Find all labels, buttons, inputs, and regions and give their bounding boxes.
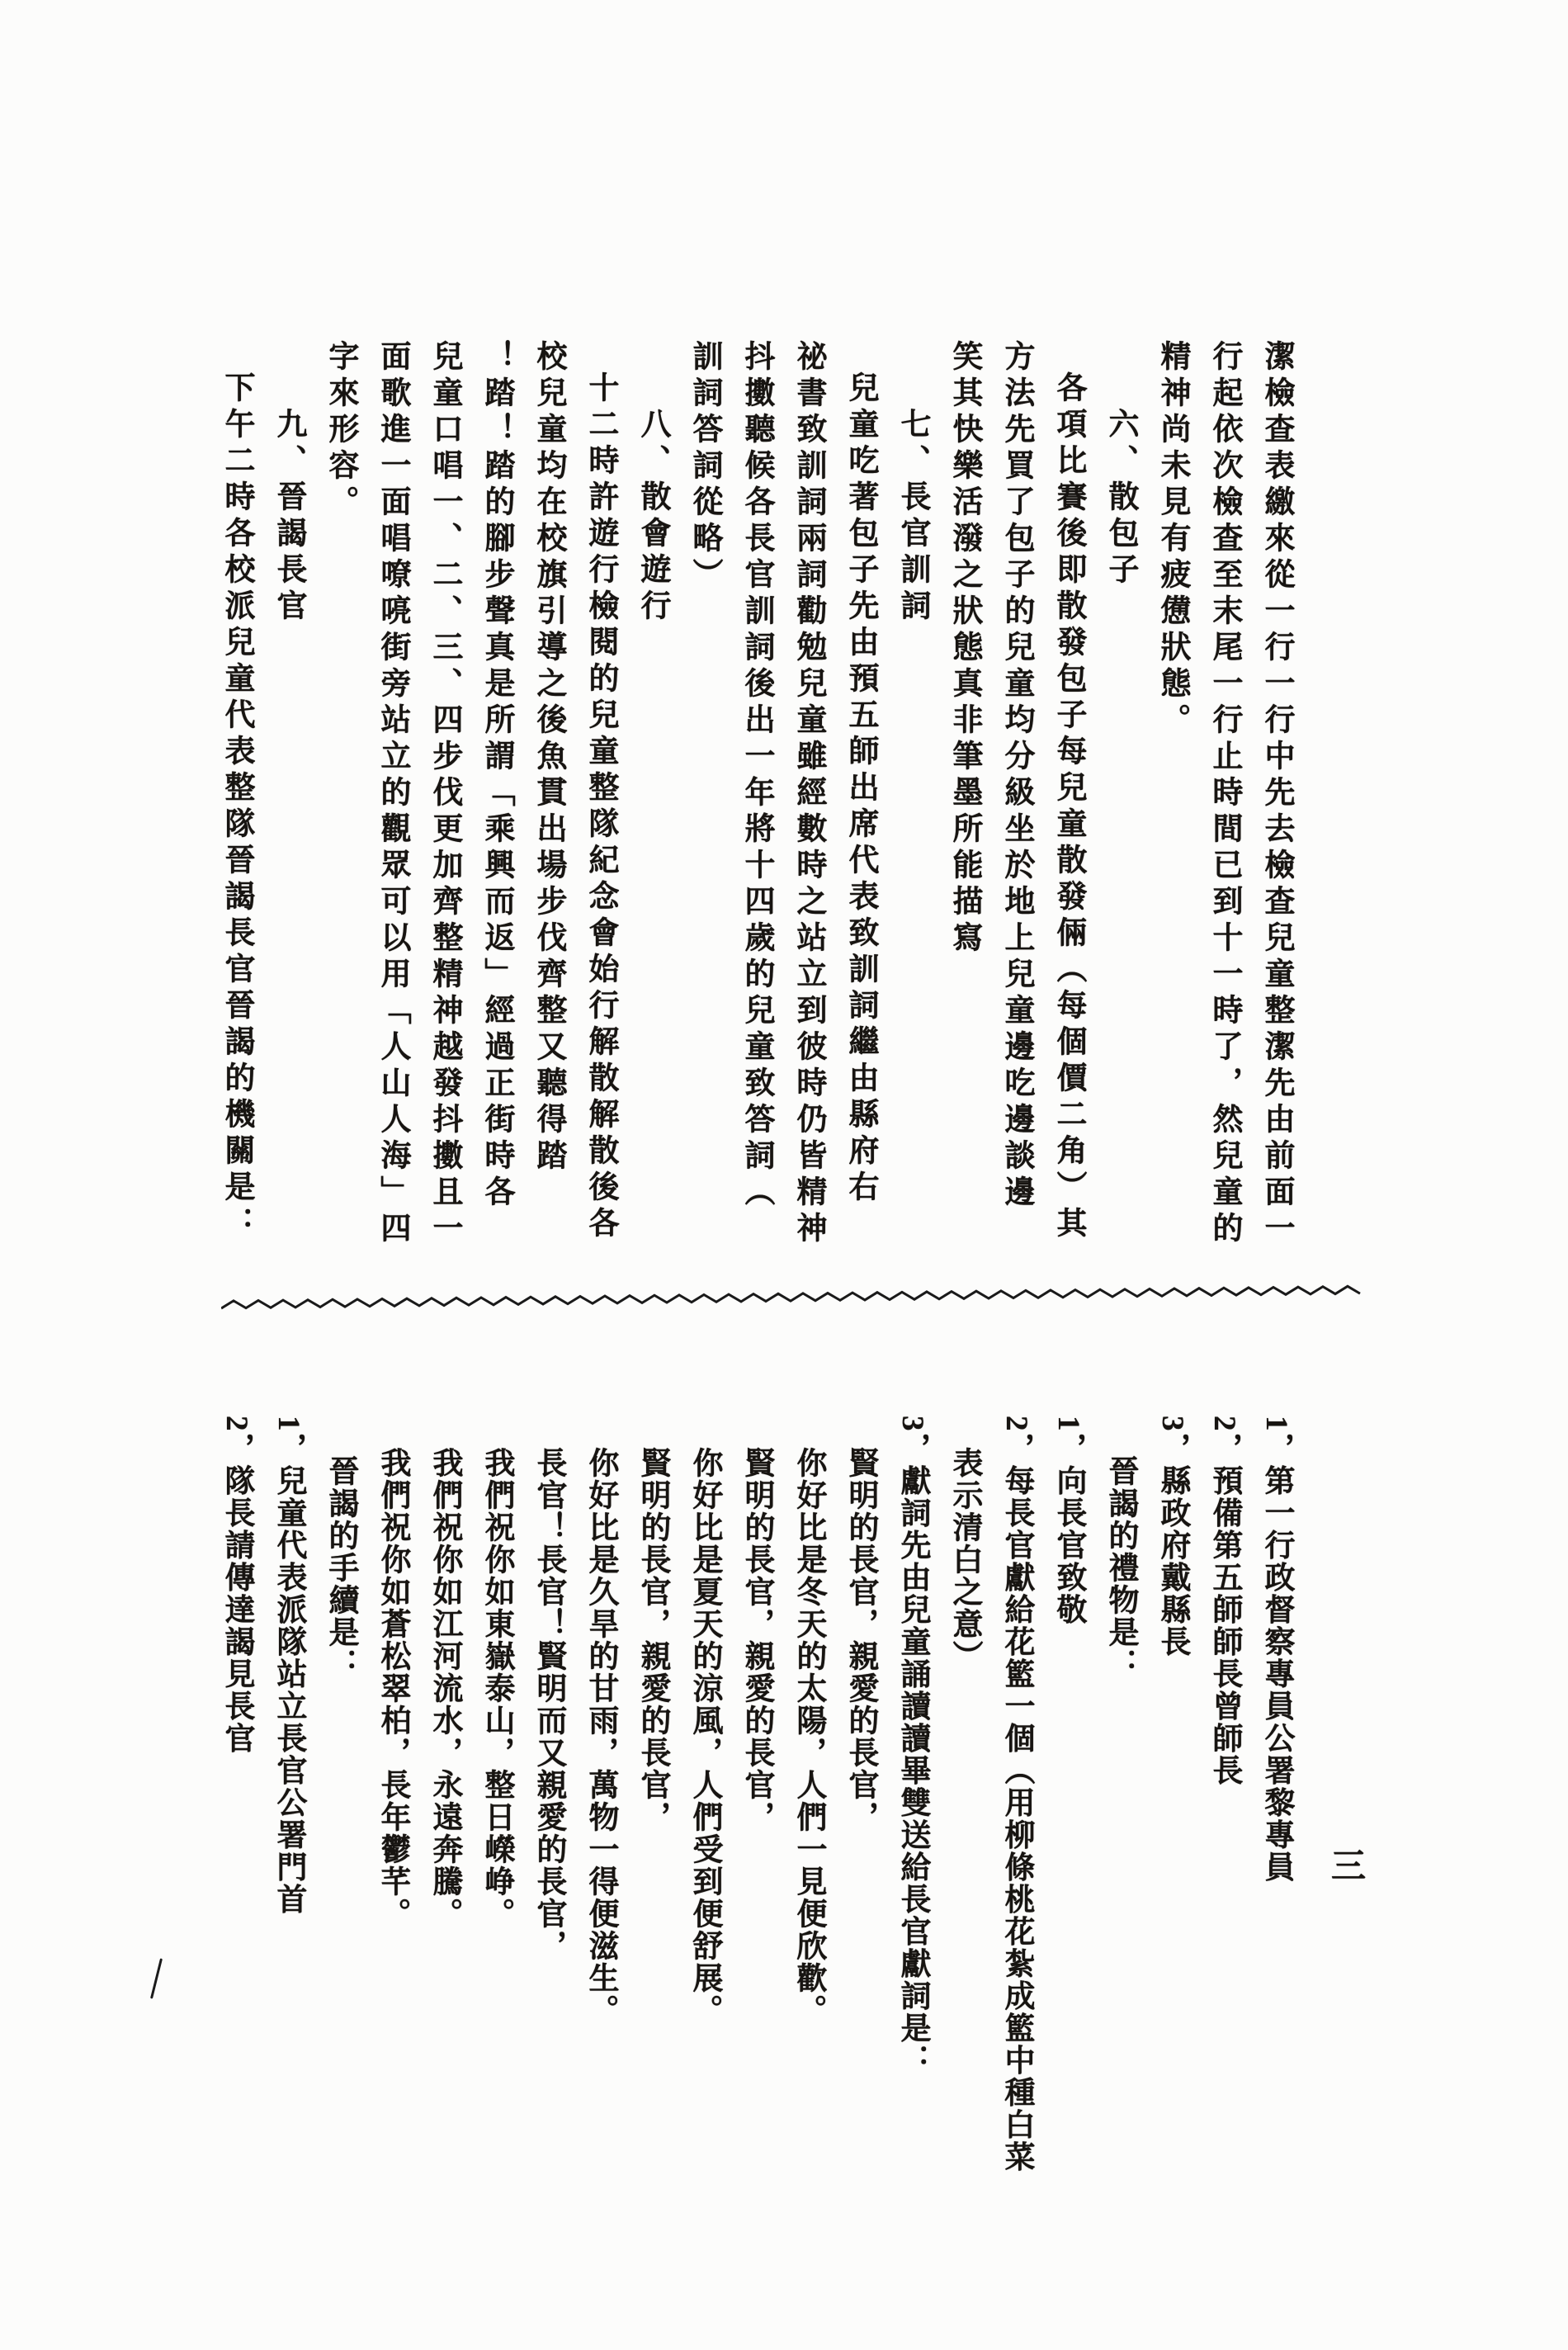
- text-column: 兒童吃著包子先由預五師出席代表致訓詞繼由縣府右: [843, 371, 877, 1207]
- text-column: 祕書致訓詞兩詞勸勉兒童雖經數時之站立到彼時仍皆精神: [791, 340, 825, 1248]
- text-column: 2，每長官獻給花籃一個（用柳條桃花紮成籃中種白菜: [999, 1416, 1033, 2173]
- text-column: 3，縣政府戴縣長: [1155, 1416, 1189, 1658]
- text-column: 笑其快樂活潑之狀態真非筆墨所能描寫: [947, 340, 981, 957]
- text-column: 訓詞答詞從略）: [687, 340, 721, 594]
- text-column: 字來形容。: [324, 340, 357, 522]
- text-column: 你好比是冬天的太陽，人們一見便欣歡。: [791, 1447, 825, 2026]
- stray-ink-mark: [150, 1958, 163, 1998]
- wavy-section-divider: [221, 1279, 1377, 1322]
- text-column: 表示清白之意）: [947, 1447, 981, 1672]
- text-column: 面歌進一面唱嘹喨街旁站立的觀眾可以用「人山人海」四: [375, 340, 409, 1248]
- text-column: 1，兒童代表派隊站立長官公署門首: [272, 1416, 305, 1916]
- text-column: 各項比賽後即散發包子每兒童散發倆（每個價二角）其: [1051, 371, 1085, 1243]
- page-number: 三: [1326, 1847, 1364, 1882]
- text-column: 我們祝你如江河流水，永遠奔騰。: [427, 1447, 461, 1930]
- text-column: 2，預備第五師師長曾師長: [1207, 1416, 1241, 1787]
- bottom-text-block: [210, 1416, 1302, 2198]
- text-column: 2，隊長請傳達謁見長官: [220, 1416, 253, 1755]
- text-column: 潔檢查表繳來從一行一行中先去檢查兒童整潔先由前面一: [1259, 340, 1293, 1248]
- text-column: 校兒童均在校旗引導之後魚貫出場步伐齊整又聽得踏: [531, 340, 565, 1175]
- text-column: 賢明的長官，親愛的長官，: [635, 1447, 669, 1833]
- text-column: 六、散包子: [1103, 408, 1137, 589]
- text-column: 1，向長官致敬: [1051, 1416, 1085, 1626]
- text-column: 我們祝你如蒼松翠柏，長年鬱芊。: [375, 1447, 409, 1930]
- text-column: 我們祝你如東嶽泰山，整日嶸峥。: [479, 1447, 513, 1930]
- text-column: 七、長官訓詞: [895, 408, 929, 626]
- text-column: 九、晉謁長官: [272, 408, 305, 626]
- text-column: 賢明的長官，親愛的長官，: [843, 1447, 877, 1833]
- top-text-block: [210, 340, 1302, 1255]
- text-column: 方法先買了包子的兒童均分級坐於地上兒童邊吃邊談邊: [999, 340, 1033, 1212]
- text-column: 兒童口唱一、二、三、四步伐更加齊整精神越發抖擻且一: [427, 340, 461, 1248]
- text-column: 精神尚未見有疲憊狀態。: [1155, 340, 1189, 740]
- text-column: 行起依次檢查至末尾一行止時間已到十一時了，然兒童的: [1207, 340, 1241, 1248]
- text-column: 你好比是久旱的甘雨，萬物一得便滋生。: [583, 1447, 617, 2026]
- text-column: ！踏！踏的腳步聲真是所謂「乘興而返」經過正街時各: [479, 340, 513, 1212]
- text-column: 晉謁的手續是：: [324, 1455, 357, 1681]
- text-column: 抖擻聽候各長官訓詞後出一年將十四歲的兒童致答詞（: [739, 340, 773, 1212]
- text-column: 下午二時各校派兒童代表整隊晉謁長官晉謁的機關是：: [220, 371, 253, 1243]
- text-column: 晉謁的禮物是：: [1103, 1455, 1137, 1681]
- text-column: 你好比是夏天的涼風，人們受到便舒展。: [687, 1447, 721, 2026]
- text-column: 十二時許遊行檢閱的兒童整隊紀念會始行解散解散後各: [583, 371, 617, 1243]
- text-column: 長官！長官！賢明而又親愛的長官，: [531, 1447, 565, 1962]
- text-column: 賢明的長官，親愛的長官，: [739, 1447, 773, 1833]
- text-column: 1，第一行政督察專員公署黎專員: [1259, 1416, 1293, 1884]
- text-column: 3，獻詞先由兒童誦讀讀畢雙送給長官獻詞是：: [895, 1416, 929, 2077]
- text-column: 八、散會遊行: [635, 408, 669, 626]
